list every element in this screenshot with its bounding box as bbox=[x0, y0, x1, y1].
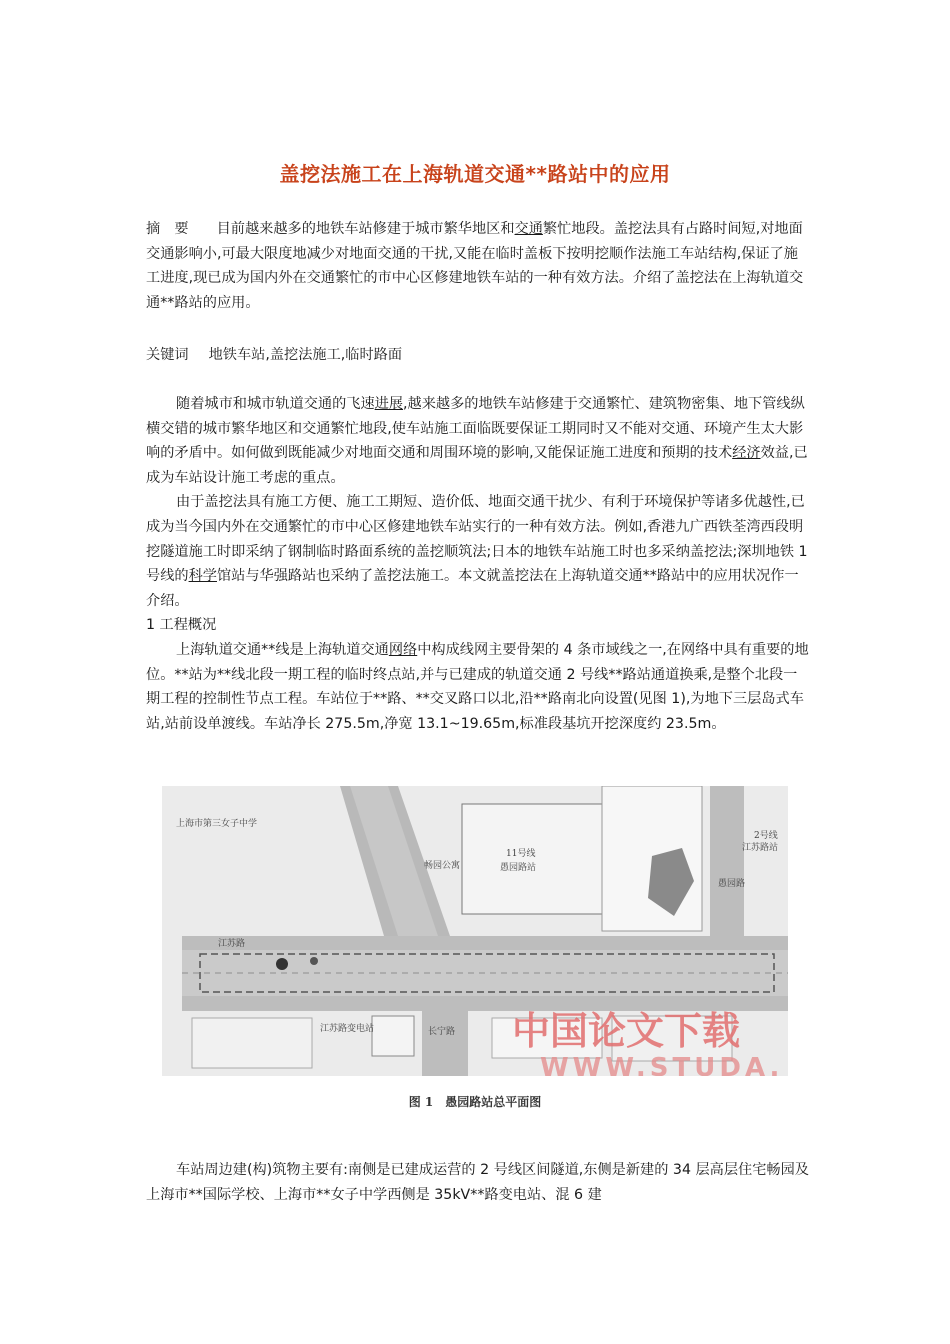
label-line2-station: 江苏路站 bbox=[742, 843, 779, 853]
body-paragraph-3: 上海轨道交通**线是上海轨道交通网络中构成线网主要骨架的 4 条市域线之一,在网络中具有重要的地位。**站为**线北段一期工程的临时终点站,并与已建成的轨道交通 2 号线**路站通道换乘,是整个北段一期工程的控制性节点工程。车站位于**路、**交叉路口以北,沿**路南北向设置(见图 1),为地下三层岛式车站,站前设单渡线。车站净长 275.5m,净宽 13.1~19.65m,标准段基坑开挖深度约 23.5m。 bbox=[146, 641, 809, 732]
keywords-paragraph bbox=[146, 343, 810, 368]
building-block bbox=[462, 804, 602, 914]
paper-title: 盖挖法施工在上海轨道交通**路站中的应用 bbox=[279, 162, 671, 186]
label-station: 愚园路站 bbox=[500, 863, 537, 873]
label-changyuan: 畅园公寓 bbox=[424, 861, 461, 871]
watermark-en: WWW.STUDA. bbox=[540, 1053, 784, 1076]
label-substation: 江苏路变电站 bbox=[320, 1024, 375, 1034]
section-heading-1: 1 工程概况 bbox=[146, 617, 217, 634]
body-text bbox=[146, 392, 810, 736]
link-jiaotong[interactable]: 交通 bbox=[514, 221, 543, 237]
label-yuyuan-road: 愚园路 bbox=[718, 879, 746, 889]
abstract-label: 摘 要 bbox=[146, 221, 189, 237]
label-line11: 11号线 bbox=[506, 849, 536, 859]
watermark-cn: 中国论文下载 bbox=[512, 1009, 741, 1053]
link-kexue[interactable]: 科学 bbox=[188, 568, 217, 585]
figure-caption: 图 1 愚园路站总平面图 bbox=[408, 1095, 542, 1109]
body-paragraph-1: 随着城市和城市轨道交通的飞速进展,越来越多的地铁车站修建于交通繁忙、建筑物密集、地下管线纵横交错的城市繁华地区和交通繁忙地段,使车站施工面临既要保证工期同时又不能对交通、环境产生太大影响的矛盾中。如何做到既能减少对地面交通和周围环境的影响,又能保证施工进度和预期的技术经济效益,已成为车站设计施工考虑的重点。 bbox=[146, 396, 808, 486]
label-jiangsu-road: 江苏路 bbox=[218, 939, 246, 949]
link-jingji[interactable]: 经济 bbox=[732, 445, 761, 462]
body-paragraph-2: 由于盖挖法具有施工方便、施工工期短、造价低、地面交通干扰少、有利于环境保护等诸多优越性,已成为当今国内外在交通繁忙的市中心区修建地铁车站实行的一种有效方法。例如,香港九广西铁荃湾西段明挖隧道施工时即采纳了钢制临时路面系统的盖挖顺筑法;日本的地铁车站施工时也多采纳盖挖法;深圳地铁 1 号线的科学馆站与华强路站也采纳了盖挖法施工。本文就盖挖法在上海轨道交通**路站中的应用状况作一介绍。 bbox=[146, 494, 808, 609]
body-paragraph-4: 车站周边建(构)筑物主要有:南侧是已建成运营的 2 号线区间隧道,东侧是新建的 34 层高层住宅畅园及上海市**国际学校、上海市**女子中学西侧是 35kV**路变电站、混 6 建 bbox=[146, 1162, 809, 1203]
label-road-bottom: 长宁路 bbox=[428, 1027, 456, 1037]
keywords-text: 地铁车站,盖挖法施工,临时路面 bbox=[208, 347, 403, 363]
abstract-paragraph: 摘 要 目前越来越多的地铁车站修建于城市繁华地区和交通繁忙地段。盖挖法具有占路时间短,对地面交通影响小,可最大限度地减少对地面交通的干扰,又能在临时盖板下按明挖顺作法施工车站结构,保证了施工进度,现已成为国内外在交通繁忙的市中心区修建地铁车站的一种有效方法。介绍了盖挖法在上海轨道交通**路站的应用。 bbox=[146, 221, 804, 311]
link-jinzhan[interactable]: 进展 bbox=[374, 396, 404, 412]
label-school: 上海市第三女子中学 bbox=[176, 819, 258, 829]
figure-site-plan bbox=[162, 786, 788, 1076]
road-right bbox=[710, 786, 744, 936]
road-bottom bbox=[422, 1011, 468, 1076]
link-wangluo[interactable]: 网络 bbox=[388, 641, 418, 658]
label-line2: 2号线 bbox=[754, 831, 778, 841]
site-plan-map bbox=[162, 786, 788, 1076]
keywords-label: 关键词 bbox=[146, 347, 189, 363]
